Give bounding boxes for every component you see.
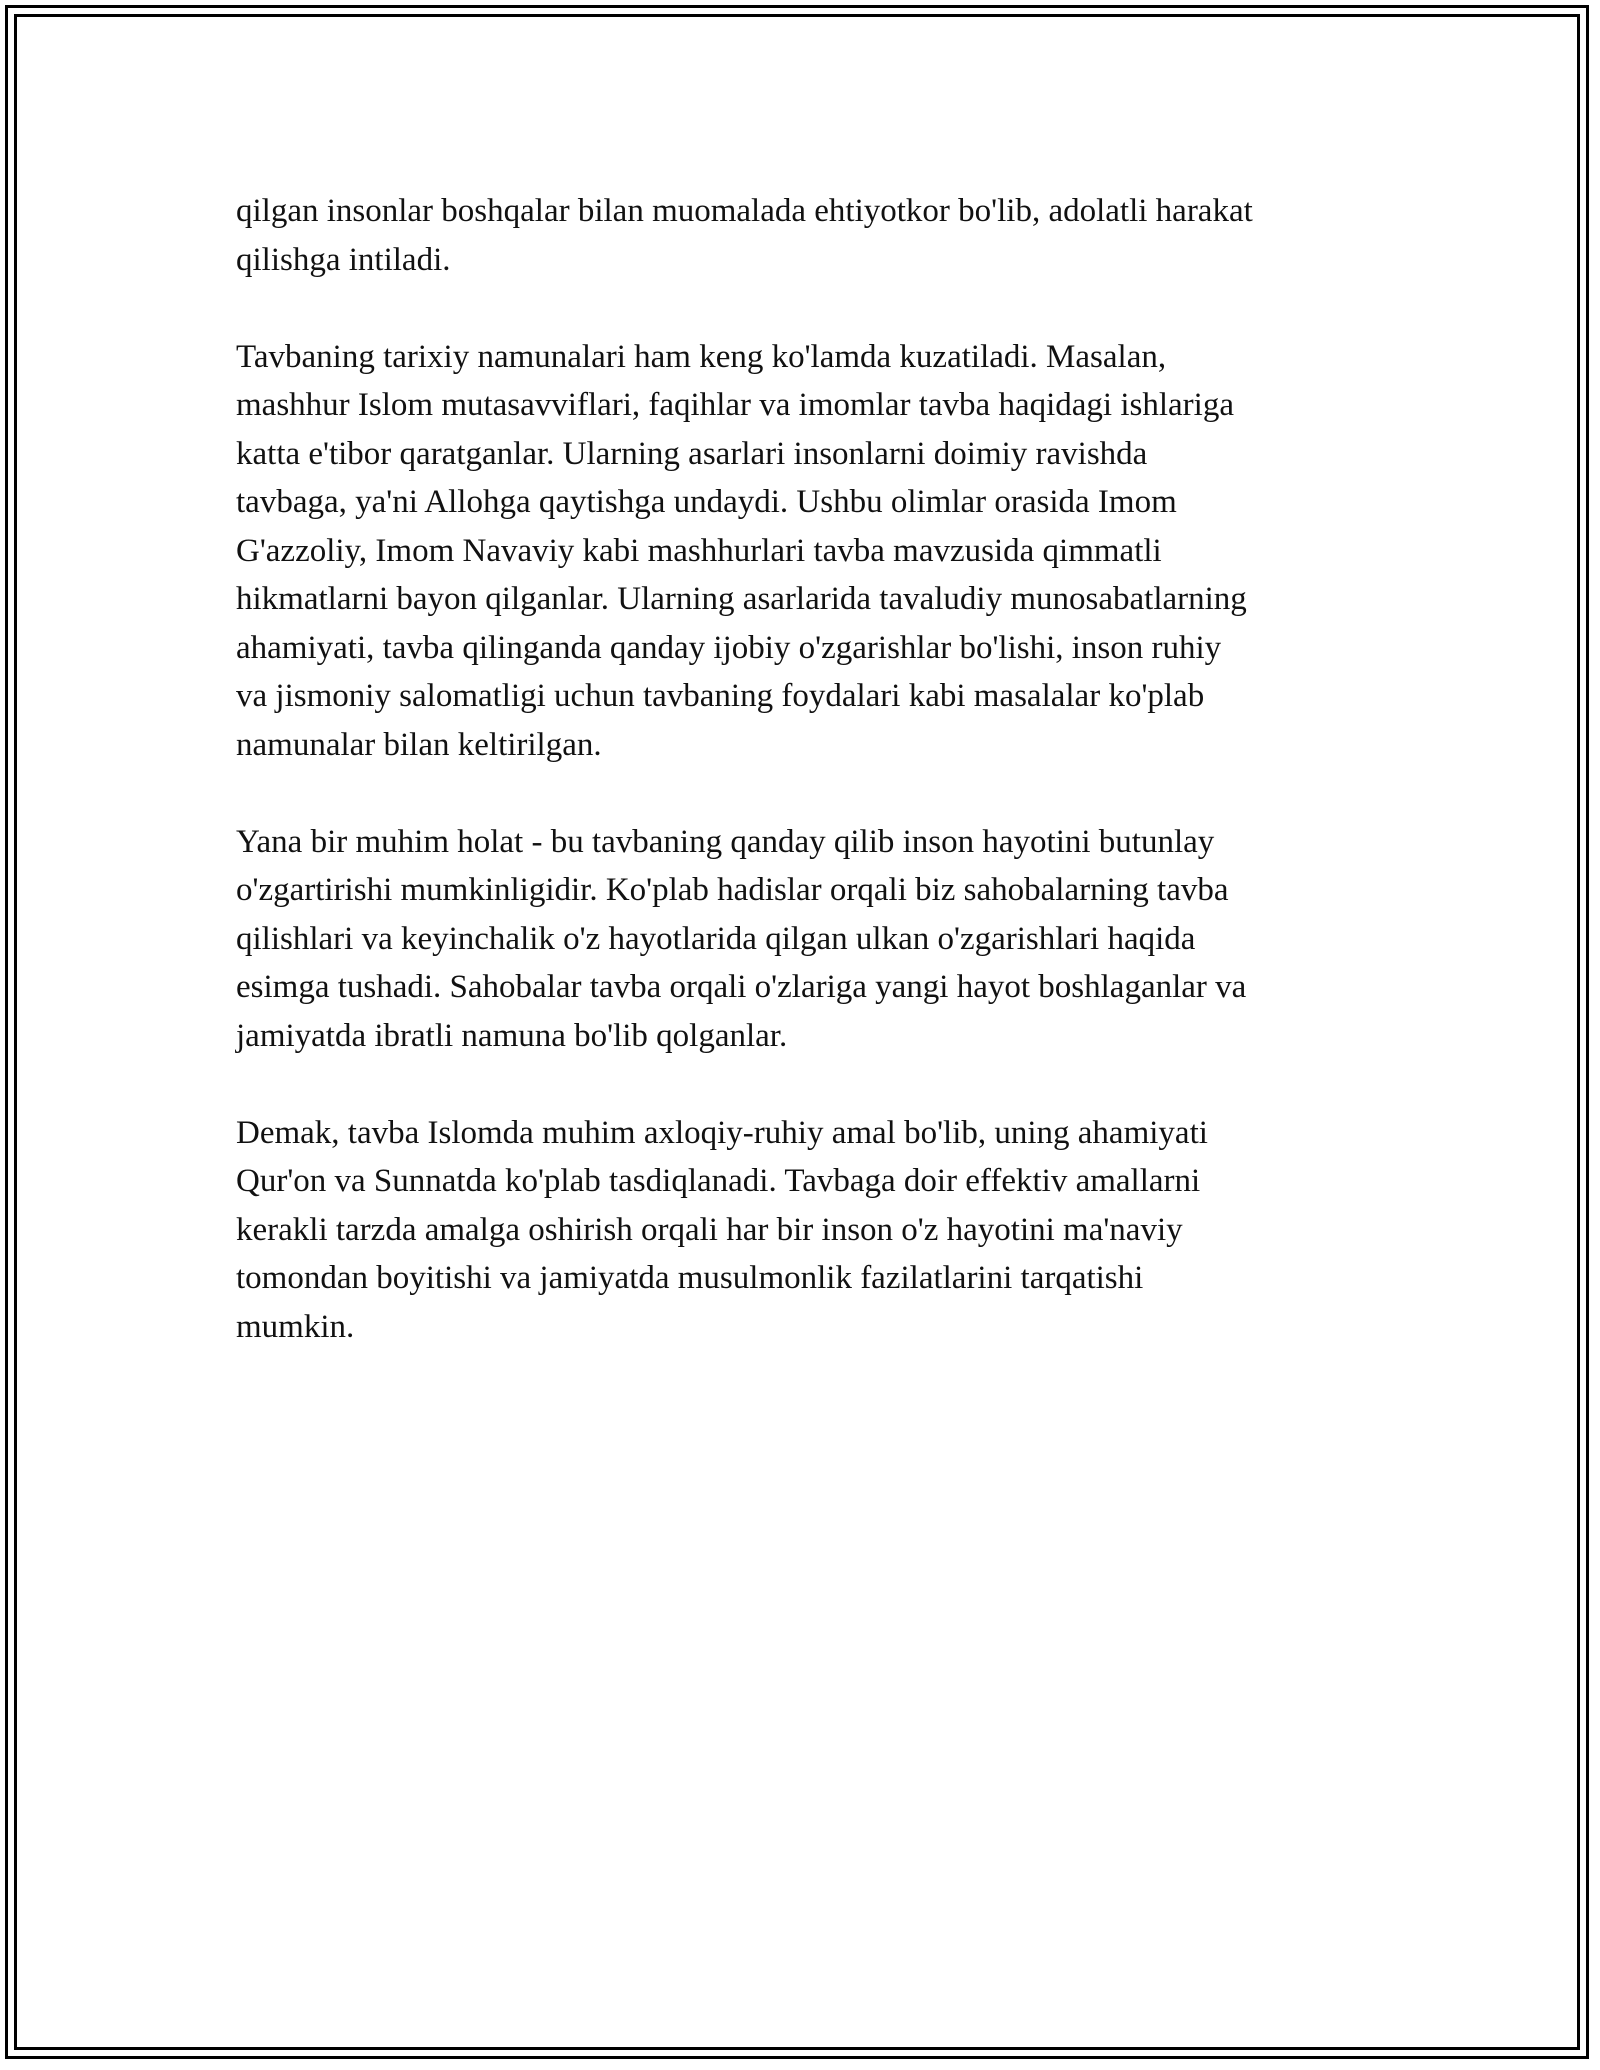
document-body — [236, 187, 1386, 1400]
paragraph-1: qilgan insonlar boshqalar bilan muomalada ehtiyotkor bo'lib, adolatli harakat qilishga intiladi. — [236, 193, 1253, 278]
paragraph-3: Yana bir muhim holat - bu tavbaning qanday qilib inson hayotini butunlay o'zgartirishi mumkinligidir. Ko'plab hadislar orqali biz sahobalarning tavba qilishlari va keyinchalik o'z hayotlarida qilgan ulkan o'zgarishlari haqida esimga tushadi. Sahobalar tavba orqali o'zlariga yangi hayot boshlaganlar va jamiyatda ibratli namuna bo'lib qolganlar. — [236, 823, 1247, 1054]
paragraph-4: Demak, tavba Islomda muhim axloqiy-ruhiy amal bo'lib, uning ahamiyati Qur'on va Sunnatda ko'plab tasdiqlanadi. Tavbaga doir effektiv amallarni kerakli tarzda amalga oshirish orqali har bir inson o'z hayotini ma'naviy tomondan boyitishi va jamiyatda musulmonlik fazilatlarini tarqatishi mumkin. — [236, 1114, 1208, 1345]
paragraph-2: Tavbaning tarixiy namunalari ham keng ko'lamda kuzatiladi. Masalan, mashhur Islom mutasavviflari, faqihlar va imomlar tavba haqidagi ishlariga katta e'tibor qaratganlar. Ularning asarlari insonlarni doimiy ravishda tavbaga, ya'ni Allohga qaytishga undaydi. Ushbu olimlar orasida Imom G'azzoliy, Imom Navaviy kabi mashhurlari tavba mavzusida qimmatli hikmatlarni bayon qilganlar. Ularning asarlarida tavaludiy munosabatlarning ahamiyati, tavba qilinganda qanday ijobiy o'zgarishlar bo'lishi, inson ruhiy va jismoniy salomatligi uchun tavbaning foydalari kabi masalalar ko'plab namunalar bilan keltirilgan. — [236, 338, 1247, 763]
